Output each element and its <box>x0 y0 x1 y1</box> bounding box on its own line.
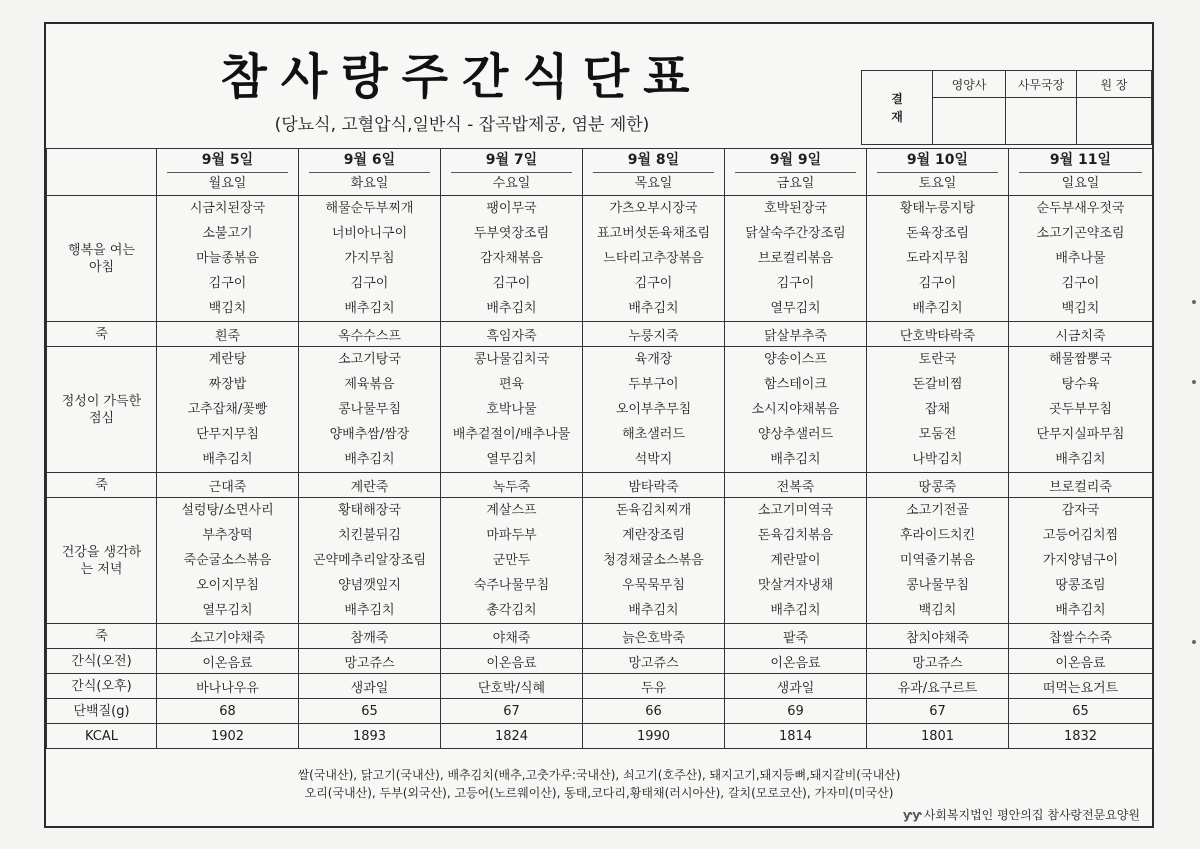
menu-item: 김구이 <box>350 276 389 291</box>
menu-cell <box>441 196 583 322</box>
menu-cell: 밤타락죽 <box>583 473 725 498</box>
menu-item: 마늘종볶음 <box>196 251 259 266</box>
menu-item: 황태해장국 <box>338 503 401 518</box>
menu-item: 김구이 <box>634 276 673 291</box>
menu-item: 느타리고추장볶음 <box>603 251 704 266</box>
day-weekday: 금요일 <box>735 172 856 193</box>
origin-info-line: 쌀(국내산), 닭고기(국내산), 배추김치(배추,고춧가루:국내산), 쇠고기(호주산), 돼지고기,돼지등뼈,돼지갈비(국내산) <box>297 768 901 782</box>
menu-item: 콩나물김치국 <box>473 352 550 367</box>
scan-artifact <box>1192 300 1196 304</box>
menu-item: 잡채 <box>924 402 951 417</box>
day-weekday: 목요일 <box>593 172 714 193</box>
menu-item: 열무김치 <box>770 301 821 316</box>
menu-item: 치킨불뒤김 <box>338 528 401 543</box>
snack_pm-row <box>47 674 1153 699</box>
menu-item: 도라지무침 <box>906 251 969 266</box>
menu-item: 양상추샐러드 <box>757 427 834 442</box>
menu-cell: 68 <box>157 699 299 724</box>
day-date: 9월 6일 <box>343 152 396 168</box>
menu-cell: 69 <box>725 699 867 724</box>
menu-item: 돈육장조림 <box>906 226 969 241</box>
day-header <box>441 149 583 196</box>
menu-item: 해초샐러드 <box>622 427 685 442</box>
menu-cell: 찹쌀수수죽 <box>1009 624 1153 649</box>
menu-item: 양념깻잎지 <box>338 578 401 593</box>
day-header <box>583 149 725 196</box>
menu-cell: 참깨죽 <box>299 624 441 649</box>
menu-item: 해물순두부찌개 <box>325 201 414 216</box>
menu-item: 브로컬리볶음 <box>757 251 834 266</box>
menu-cell: 1824 <box>441 724 583 749</box>
day-weekday: 토요일 <box>877 172 998 193</box>
menu-item: 소고기탕국 <box>338 352 401 367</box>
menu-item: 죽순굴소스볶음 <box>183 553 272 568</box>
menu-cell: 옥수수스프 <box>299 322 441 347</box>
menu-item: 마파두부 <box>486 528 537 543</box>
menu-item-list <box>867 498 1008 623</box>
menu-cell: 1814 <box>725 724 867 749</box>
menu-item-list <box>299 196 440 321</box>
menu-item: 계란말이 <box>770 553 821 568</box>
scan-artifact <box>1192 380 1196 384</box>
day-weekday: 화요일 <box>309 172 430 193</box>
menu-item-list <box>583 347 724 472</box>
menu-item: 콩나물무침 <box>338 402 401 417</box>
menu-item: 돈육김치찌개 <box>615 503 692 518</box>
menu-item: 함스테이크 <box>764 377 827 392</box>
approval-role-director: 원 장 <box>1077 71 1152 98</box>
corner-cell <box>47 149 157 196</box>
menu-item: 배추김치 <box>628 301 679 316</box>
menu-item-list <box>157 347 298 472</box>
menu-item: 배추겉절이/배추나물 <box>452 427 571 442</box>
approval-box <box>861 70 1152 145</box>
approval-role-dietitian: 영양사 <box>933 71 1006 98</box>
menu-item-list <box>725 196 866 321</box>
menu-cell: 망고쥬스 <box>867 649 1009 674</box>
menu-cell: 참치야채죽 <box>867 624 1009 649</box>
menu-item: 김구이 <box>208 276 247 291</box>
approval-role-secretary: 사무국장 <box>1006 71 1077 98</box>
menu-item-list <box>725 347 866 472</box>
menu-cell: 팥죽 <box>725 624 867 649</box>
menu-item: 두부엿장조림 <box>473 226 550 241</box>
day-header-row <box>47 149 1153 196</box>
institution-name: 사회복지법인 평안의집 참사랑전문요양원 <box>923 808 1140 822</box>
menu-item: 가지양념구이 <box>1042 553 1119 568</box>
day-date: 9월 10일 <box>906 152 969 168</box>
origin-info-line: 오리(국내산), 두부(외국산), 고등어(노르웨이산), 동태,코다리,황태채(러시아산), 갈치(모로코산), 가자미(미국산) <box>304 786 894 800</box>
breakfast-label: 행복을 여는 아침 <box>47 196 157 322</box>
menu-item: 김구이 <box>918 276 957 291</box>
menu-item: 배추김치 <box>770 452 821 467</box>
menu-cell: 1902 <box>157 724 299 749</box>
menu-item: 곳두부무침 <box>1049 402 1112 417</box>
menu-cell <box>583 196 725 322</box>
menu-item: 배추나물 <box>1055 251 1106 266</box>
menu-item: 군만두 <box>492 553 531 568</box>
menu-item: 계란장조림 <box>622 528 685 543</box>
menu-item: 가츠오부시장국 <box>609 201 698 216</box>
menu-item: 백김치 <box>1061 301 1100 316</box>
menu-item: 호박나물 <box>486 402 537 417</box>
menu-item: 양배추쌈/쌈장 <box>329 427 410 442</box>
menu-cell <box>157 347 299 473</box>
menu-cell: 단호박타락죽 <box>867 322 1009 347</box>
menu-cell: 흑임자죽 <box>441 322 583 347</box>
porridge1-label: 죽 <box>47 322 157 347</box>
menu-cell <box>583 347 725 473</box>
menu-item: 표고버섯돈육채조림 <box>596 226 711 241</box>
menu-cell: 유과/요구르트 <box>867 674 1009 699</box>
menu-item: 호박된장국 <box>764 201 827 216</box>
menu-item-list <box>583 196 724 321</box>
menu-cell <box>867 196 1009 322</box>
menu-cell <box>725 196 867 322</box>
menu-cell: 망고쥬스 <box>299 649 441 674</box>
menu-cell: 망고쥬스 <box>583 649 725 674</box>
menu-item: 총각김치 <box>486 603 537 618</box>
menu-cell <box>157 196 299 322</box>
menu-cell: 생과일 <box>725 674 867 699</box>
page-subtitle: (당뇨식, 고혈압식,일반식 - 잡곡밥제공, 염분 제한) <box>274 115 650 135</box>
day-date: 9월 5일 <box>201 152 254 168</box>
porridge3-label: 죽 <box>47 624 157 649</box>
header <box>46 24 1152 148</box>
menu-item: 오이부추무침 <box>615 402 692 417</box>
signature-cell <box>1077 98 1152 145</box>
menu-item: 가지무침 <box>344 251 395 266</box>
lunch-label: 정성이 가득한 점심 <box>47 347 157 473</box>
snack_am-row <box>47 649 1153 674</box>
menu-item: 콩나물무침 <box>906 578 969 593</box>
menu-item-list <box>725 498 866 623</box>
menu-table <box>46 148 1153 749</box>
menu-item-list <box>157 498 298 623</box>
menu-cell: 전복죽 <box>725 473 867 498</box>
menu-cell: 흰죽 <box>157 322 299 347</box>
menu-item: 청경채굴소스볶음 <box>603 553 704 568</box>
menu-item-list <box>299 347 440 472</box>
menu-item: 부추장떡 <box>202 528 253 543</box>
menu-item: 숙주나물무침 <box>473 578 550 593</box>
menu-item-list <box>867 347 1008 472</box>
menu-cell: 1990 <box>583 724 725 749</box>
menu-cell <box>725 347 867 473</box>
day-header <box>157 149 299 196</box>
menu-item: 단무지무침 <box>196 427 259 442</box>
snack_am-label: 간식(오전) <box>47 649 157 674</box>
menu-item: 백김치 <box>208 301 247 316</box>
menu-item: 소불고기 <box>202 226 253 241</box>
menu-cell: 늙은호박죽 <box>583 624 725 649</box>
menu-item: 후라이드치킨 <box>899 528 976 543</box>
menu-cell <box>299 196 441 322</box>
menu-item: 소고기미역국 <box>757 503 834 518</box>
menu-item: 토란국 <box>918 352 957 367</box>
menu-item: 육개장 <box>634 352 673 367</box>
menu-cell: 소고기야채죽 <box>157 624 299 649</box>
menu-cell <box>441 498 583 624</box>
menu-item-list <box>157 196 298 321</box>
menu-cell <box>299 498 441 624</box>
day-date: 9월 11일 <box>1049 152 1112 168</box>
signature-cell <box>933 98 1006 145</box>
menu-cell <box>725 498 867 624</box>
snack_pm-label: 간식(오후) <box>47 674 157 699</box>
menu-item: 감자채볶음 <box>480 251 543 266</box>
menu-item: 배추김치 <box>1055 603 1106 618</box>
menu-cell: 누룽지죽 <box>583 322 725 347</box>
menu-cell: 계란죽 <box>299 473 441 498</box>
menu-cell <box>867 347 1009 473</box>
porridge3-row <box>47 624 1153 649</box>
menu-item: 배추김치 <box>1055 452 1106 467</box>
menu-cell: 1801 <box>867 724 1009 749</box>
menu-item: 김구이 <box>492 276 531 291</box>
menu-item-list <box>441 347 582 472</box>
menu-cell: 65 <box>1009 699 1153 724</box>
menu-item: 황태누룽지탕 <box>899 201 976 216</box>
menu-item-list <box>441 498 582 623</box>
menu-item-list <box>299 498 440 623</box>
day-weekday: 일요일 <box>1019 172 1142 193</box>
menu-item-list <box>441 196 582 321</box>
menu-item: 두부구이 <box>628 377 679 392</box>
menu-item: 백김치 <box>918 603 957 618</box>
menu-item: 나박김치 <box>912 452 963 467</box>
menu-cell: 브로컬리죽 <box>1009 473 1153 498</box>
breakfast-row <box>47 196 1153 322</box>
menu-item: 소고기곤약조림 <box>1036 226 1125 241</box>
day-header <box>299 149 441 196</box>
menu-item: 설렁탕/소면사리 <box>181 503 274 518</box>
page-title: 참사랑주간식단표 <box>220 49 704 105</box>
menu-item: 단무지실파무침 <box>1036 427 1125 442</box>
day-weekday: 수요일 <box>451 172 572 193</box>
menu-cell: 이온음료 <box>441 649 583 674</box>
menu-item: 배추김치 <box>344 603 395 618</box>
institution-logo: ƴƴ <box>903 808 922 822</box>
menu-cell: 닭살부추죽 <box>725 322 867 347</box>
porridge2-label: 죽 <box>47 473 157 498</box>
menu-cell: 이온음료 <box>157 649 299 674</box>
dinner-label: 건강을 생각하 는 저녁 <box>47 498 157 624</box>
menu-item: 김구이 <box>1061 276 1100 291</box>
menu-item: 계살스프 <box>486 503 537 518</box>
menu-cell <box>441 347 583 473</box>
menu-item: 순두부새우젓국 <box>1036 201 1125 216</box>
menu-item: 편육 <box>498 377 525 392</box>
porridge1-row <box>47 322 1153 347</box>
menu-item: 곤약메추리알장조림 <box>312 553 427 568</box>
menu-cell: 시금치죽 <box>1009 322 1153 347</box>
menu-item: 돈갈비찜 <box>912 377 963 392</box>
kcal-label: KCAL <box>47 724 157 749</box>
menu-item: 우묵묵무침 <box>622 578 685 593</box>
menu-cell <box>1009 347 1153 473</box>
menu-cell <box>1009 498 1153 624</box>
day-date: 9월 9일 <box>769 152 822 168</box>
protein-row <box>47 699 1153 724</box>
menu-item: 고추잡채/꽃빵 <box>187 402 268 417</box>
menu-item: 배추김치 <box>770 603 821 618</box>
menu-cell: 근대죽 <box>157 473 299 498</box>
menu-item: 땅콩조림 <box>1055 578 1106 593</box>
menu-item: 석박지 <box>634 452 673 467</box>
menu-cell: 65 <box>299 699 441 724</box>
menu-cell <box>1009 196 1153 322</box>
menu-item: 김구이 <box>776 276 815 291</box>
menu-cell: 야채죽 <box>441 624 583 649</box>
menu-cell: 1893 <box>299 724 441 749</box>
menu-cell: 이온음료 <box>725 649 867 674</box>
day-header <box>867 149 1009 196</box>
menu-cell: 바나나우유 <box>157 674 299 699</box>
menu-item: 배추김치 <box>912 301 963 316</box>
menu-item: 너비아니구이 <box>331 226 408 241</box>
menu-item: 소고기전골 <box>906 503 969 518</box>
lunch-row <box>47 347 1153 473</box>
menu-item-list <box>1009 347 1152 472</box>
menu-cell: 1832 <box>1009 724 1153 749</box>
menu-item: 배추김치 <box>344 301 395 316</box>
menu-item: 돈육김치볶음 <box>757 528 834 543</box>
menu-item: 짜장밥 <box>208 377 247 392</box>
menu-cell <box>583 498 725 624</box>
menu-cell: 녹두죽 <box>441 473 583 498</box>
menu-item: 미역줄기볶음 <box>899 553 976 568</box>
menu-item: 열무김치 <box>486 452 537 467</box>
approval-label: 결 재 <box>862 71 933 145</box>
menu-cell: 66 <box>583 699 725 724</box>
menu-item: 배추김치 <box>202 452 253 467</box>
menu-item: 탕수육 <box>1061 377 1100 392</box>
menu-cell: 떠먹는요거트 <box>1009 674 1153 699</box>
menu-cell: 단호박/식혜 <box>441 674 583 699</box>
menu-item: 감자국 <box>1061 503 1100 518</box>
menu-item: 해물짬뽕국 <box>1049 352 1112 367</box>
footer <box>46 754 1152 828</box>
signature-cell <box>1006 98 1077 145</box>
menu-item: 소시지야채볶음 <box>751 402 840 417</box>
menu-item: 모둠전 <box>918 427 957 442</box>
menu-cell <box>157 498 299 624</box>
dinner-row <box>47 498 1153 624</box>
porridge2-row <box>47 473 1153 498</box>
menu-item: 계란탕 <box>208 352 247 367</box>
menu-item: 고등어김치찜 <box>1042 528 1119 543</box>
menu-cell <box>867 498 1009 624</box>
menu-cell: 땅콩죽 <box>867 473 1009 498</box>
day-weekday: 월요일 <box>167 172 288 193</box>
menu-item: 제육볶음 <box>344 377 395 392</box>
menu-item-list <box>1009 498 1152 623</box>
menu-cell: 두유 <box>583 674 725 699</box>
day-date: 9월 8일 <box>627 152 680 168</box>
day-header <box>725 149 867 196</box>
menu-item: 시금치된장국 <box>189 201 266 216</box>
protein-label: 단백질(g) <box>47 699 157 724</box>
menu-item-list <box>583 498 724 623</box>
menu-item: 열무김치 <box>202 603 253 618</box>
menu-item-list <box>867 196 1008 321</box>
menu-item: 배추김치 <box>486 301 537 316</box>
menu-item: 배추김치 <box>344 452 395 467</box>
menu-sheet <box>44 22 1154 828</box>
institution-signature <box>903 806 1140 823</box>
scan-artifact <box>1192 640 1196 644</box>
menu-item: 양송이스프 <box>764 352 827 367</box>
menu-cell: 생과일 <box>299 674 441 699</box>
menu-item-list <box>1009 196 1152 321</box>
menu-item: 오이지무침 <box>196 578 259 593</box>
menu-cell: 67 <box>441 699 583 724</box>
day-date: 9월 7일 <box>485 152 538 168</box>
menu-cell: 이온음료 <box>1009 649 1153 674</box>
day-header <box>1009 149 1153 196</box>
menu-item: 닭살숙주간장조림 <box>745 226 846 241</box>
menu-item: 맛살겨자냉채 <box>757 578 834 593</box>
menu-cell <box>299 347 441 473</box>
menu-item: 팽이무국 <box>486 201 537 216</box>
menu-item: 배추김치 <box>628 603 679 618</box>
kcal-row <box>47 724 1153 749</box>
menu-cell: 67 <box>867 699 1009 724</box>
